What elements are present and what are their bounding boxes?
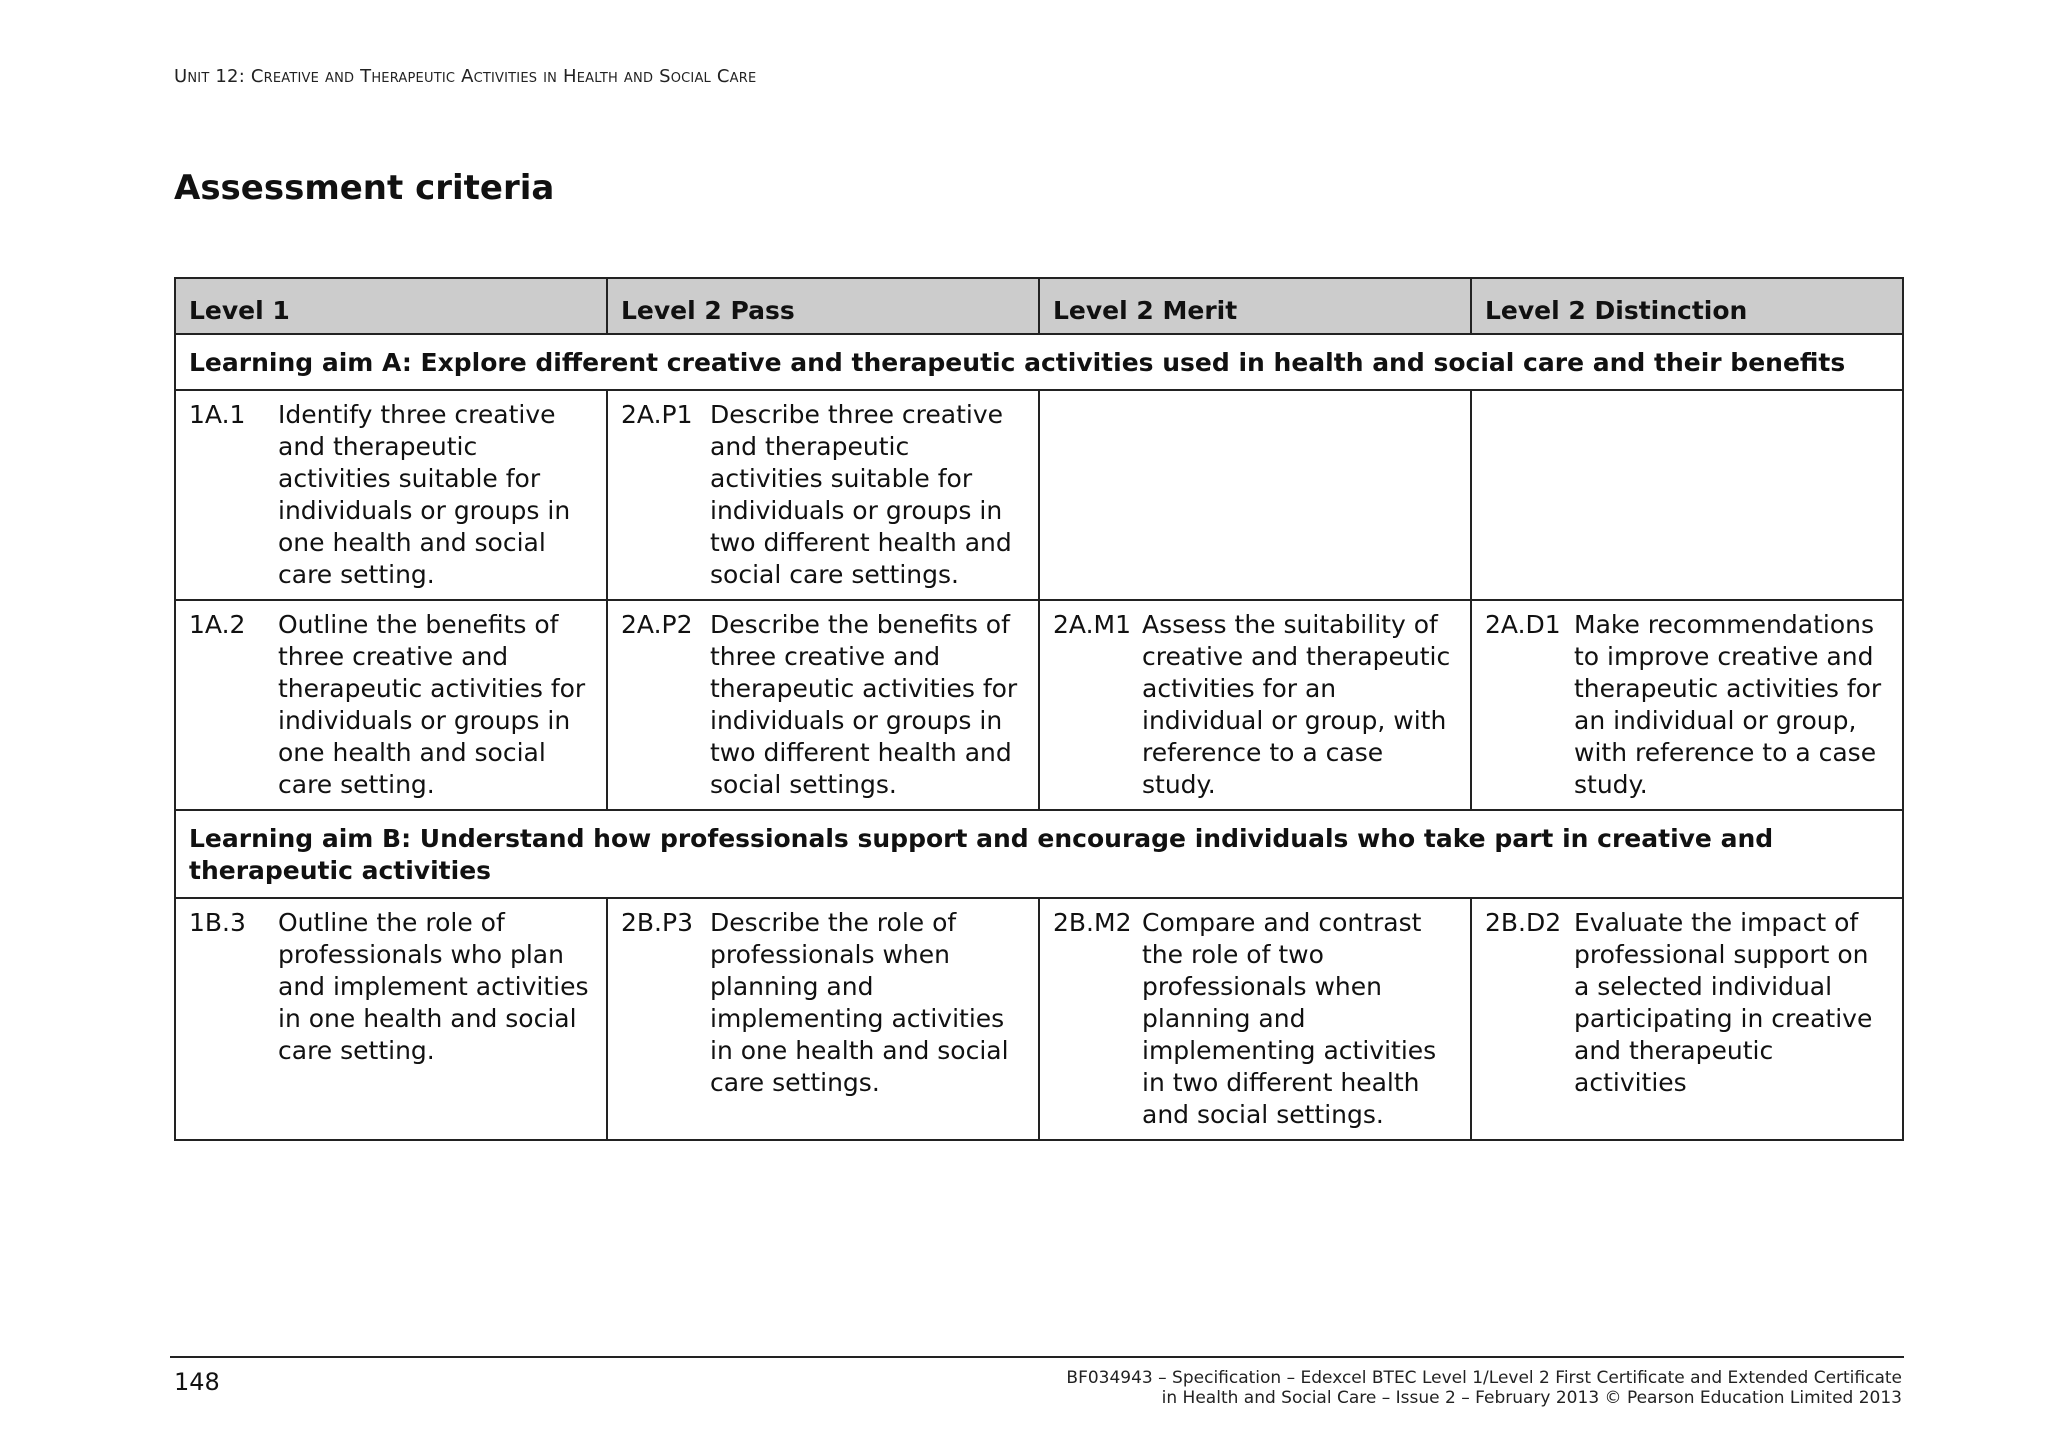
footer-divider: [170, 1356, 1904, 1358]
table-row: [175, 600, 1903, 810]
criterion-text: Outline the benefits of three creative and therapeutic activities for individuals or groups in one health and social care setting.: [278, 610, 586, 799]
criterion-code: 2A.M1: [1053, 610, 1131, 639]
criterion-cell: [175, 600, 607, 810]
header-level-2-distinction: Level 2 Distinction: [1471, 278, 1903, 334]
table-row: [175, 390, 1903, 600]
header-level-1: Level 1: [175, 278, 607, 334]
criterion-cell: [1471, 600, 1903, 810]
criterion-text: Identify three creative and therapeutic activities suitable for individuals or groups in one health and social care setting.: [278, 400, 571, 589]
footer-line-1: BF034943 – Specification – Edexcel BTEC Level 1/Level 2 First Certificate and Extended Certificate: [1066, 1368, 1902, 1388]
criterion-cell-empty: [1039, 390, 1471, 600]
criterion-cell: [1039, 600, 1471, 810]
criterion-cell: [607, 390, 1039, 600]
header-level-2-merit: Level 2 Merit: [1039, 278, 1471, 334]
footer-citation: [1066, 1368, 1902, 1408]
learning-aim-b-title: Learning aim B: Understand how professionals support and encourage individuals who take part in creative and therapeutic activities: [175, 810, 1903, 898]
footer-line-2: in Health and Social Care – Issue 2 – February 2013 © Pearson Education Limited 2013: [1161, 1388, 1902, 1408]
criterion-text: Describe three creative and therapeutic activities suitable for individuals or groups in two different health and social care settings.: [710, 400, 1012, 589]
criterion-text: Assess the suitability of creative and therapeutic activities for an individual or group, with reference to a case study.: [1142, 610, 1451, 799]
running-head-text: Unit 12: Creative and Therapeutic Activities in Health and Social Care: [174, 66, 757, 87]
criterion-code: 2A.D1: [1485, 610, 1561, 639]
table-header-row: [175, 278, 1903, 334]
criterion-text: Outline the role of professionals who plan and implement activities in one health and social care setting.: [278, 908, 589, 1065]
criterion-cell: [1039, 898, 1471, 1140]
criterion-text: Describe the role of professionals when planning and implementing activities in one health and social care settings.: [710, 908, 1009, 1097]
criterion-cell-empty: [1471, 390, 1903, 600]
criterion-code: 2A.P2: [621, 610, 693, 639]
criterion-cell: [1471, 898, 1903, 1140]
criterion-cell: [607, 898, 1039, 1140]
criterion-code: 2A.P1: [621, 400, 693, 429]
criterion-code: 2B.P3: [621, 908, 693, 937]
criterion-text: Evaluate the impact of professional support on a selected individual participating in creative and therapeutic activities: [1574, 908, 1873, 1097]
header-level-2-pass: Level 2 Pass: [607, 278, 1039, 334]
page-number: 148: [174, 1368, 220, 1396]
learning-aim-row: [175, 810, 1903, 898]
assessment-criteria-table: [174, 277, 1904, 1141]
learning-aim-a-title: Learning aim A: Explore different creative and therapeutic activities used in health and social care and their benefits: [175, 334, 1903, 390]
criterion-code: 2B.M2: [1053, 908, 1132, 937]
criterion-cell: [607, 600, 1039, 810]
criterion-text: Compare and contrast the role of two professionals when planning and implementing activities in two different health and social settings.: [1142, 908, 1437, 1129]
criterion-cell: [175, 390, 607, 600]
criterion-text: Describe the benefits of three creative and therapeutic activities for individuals or groups in two different health and social settings.: [710, 610, 1018, 799]
criterion-code: 1B.3: [189, 908, 246, 937]
criterion-code: 2B.D2: [1485, 908, 1562, 937]
learning-aim-row: [175, 334, 1903, 390]
table-row: [175, 898, 1903, 1140]
page-title: Assessment criteria: [174, 168, 555, 208]
running-head: [174, 66, 756, 87]
criterion-code: 1A.2: [189, 610, 246, 639]
criterion-text: Make recommendations to improve creative and therapeutic activities for an individual or group, with reference to a case study.: [1574, 610, 1882, 799]
criterion-code: 1A.1: [189, 400, 246, 429]
criterion-cell: [175, 898, 607, 1140]
